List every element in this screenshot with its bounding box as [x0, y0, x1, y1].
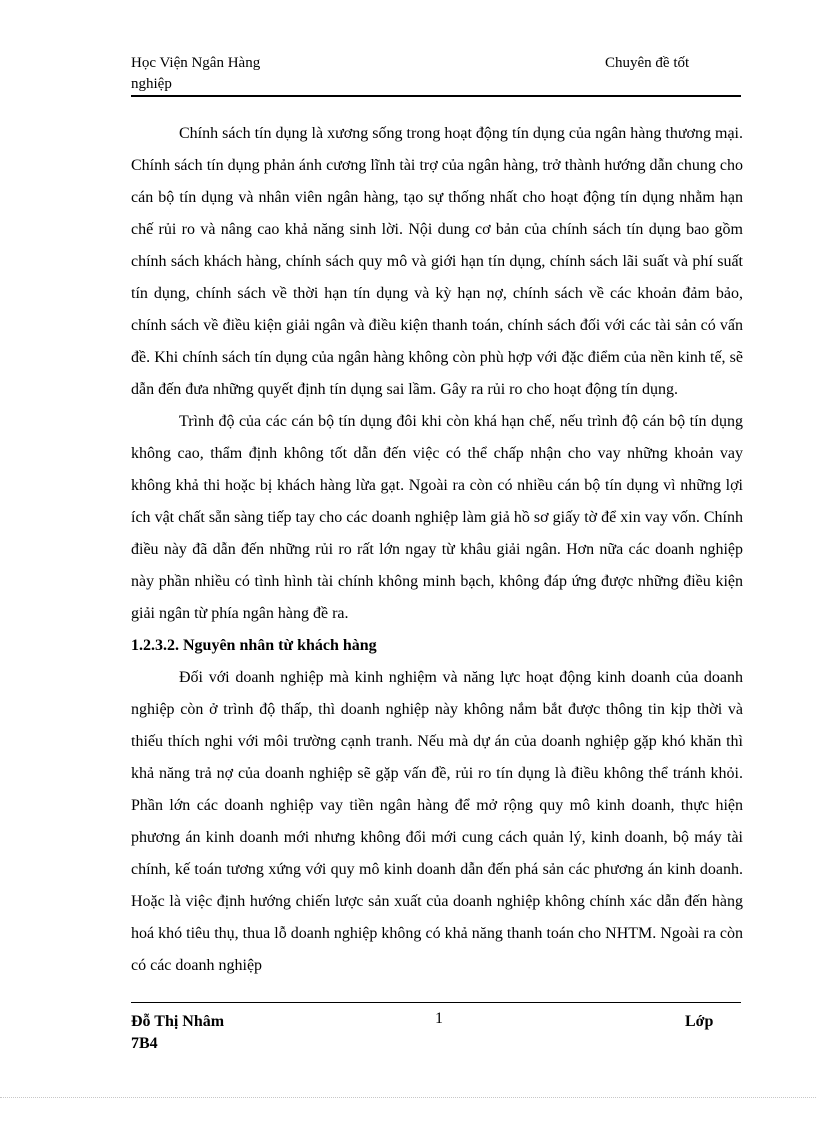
footer-author: Đỗ Thị Nhâm: [131, 1013, 225, 1030]
footer-rule: [131, 1002, 741, 1003]
header-institution: Học Viện Ngân Hàng: [131, 55, 261, 71]
header-rule: [131, 95, 741, 97]
page-boundary: [0, 1097, 816, 1098]
page-number: 1: [435, 1010, 443, 1027]
header-doc-type: Chuyên đề tốt: [605, 55, 690, 71]
paragraph-staff-competence: Trình độ của các cán bộ tín dụng đôi khi còn khá hạn chế, nếu trình độ cán bộ tín dụng không cao, thẩm định không tốt dẫn đến việc có thể chấp nhận cho vay những khoản vay không khả thi hoặc bị khách hàng lừa gạt. Ngoài ra còn có nhiều cán bộ tín dụng vì những lợi ích vật chất sẵn sàng tiếp tay cho các doanh nghiệp làm giả hồ sơ giấy tờ để xin vay vốn. Chính điều này đã dẫn đến những rủi ro rất lớn ngay từ khâu giải ngân. Hơn nữa các doanh nghiệp này phần nhiều có tình hình tài chính không minh bạch, không đáp ứng được những điều kiện giải ngân từ phía ngân hàng đề ra.: [131, 413, 743, 622]
paragraph-credit-policy: Chính sách tín dụng là xương sống trong hoạt động tín dụng của ngân hàng thương mại. Chính sách tín dụng phản ánh cương lĩnh tài trợ của ngân hàng, trở thành hướng dẫn chung cho cán bộ tín dụng và nhân viên ngân hàng, tạo sự thống nhất cho hoạt động tín dụng nhằm hạn chế rủi ro và nâng cao khả năng sinh lời. Nội dung cơ bản của chính sách tín dụng bao gồm chính sách khách hàng, chính sách quy mô và giới hạn tín dụng, chính sách lãi suất và phí suất tín dụng, chính sách về thời hạn tín dụng và kỳ hạn nợ, chính sách về các khoản đảm bảo, chính sách về điều kiện giải ngân và điều kiện thanh toán, chính sách đối với các tài sản có vấn đề. Khi chính sách tín dụng của ngân hàng không còn phù hợp với đặc điểm của nền kinh tế, sẽ dẫn đến đưa những quyết định tín dụng sai lầm. Gây ra rủi ro cho hoạt động tín dụng.: [131, 125, 743, 398]
paragraph-customer-causes: Đối với doanh nghiệp mà kinh nghiệm và năng lực hoạt động kinh doanh của doanh nghiệp còn ở trình độ thấp, thì doanh nghiệp này không nắm bắt được thông tin kịp thời và thiếu thích nghi với môi trường cạnh tranh. Nếu mà dự án của doanh nghiệp gặp khó khăn thì khả năng trả nợ của doanh nghiệp sẽ gặp vấn đề, rủi ro tín dụng là điều không thể tránh khỏi. Phần lớn các doanh nghiệp vay tiền ngân hàng để mở rộng quy mô kinh doanh, thực hiện phương án kinh doanh mới nhưng không đổi mới cung cách quản lý, kinh doanh, bộ máy tài chính, kế toán tương xứng với quy mô kinh doanh dẫn đến phá sản các phương án kinh doanh. Hoặc là việc định hướng chiến lược sản xuất của doanh nghiệp không chính xác dẫn đến hàng hoá khó tiêu thụ, thua lỗ doanh nghiệp không có khả năng thanh toán cho NHTM. Ngoài ra còn có các doanh nghiệp: [131, 669, 743, 974]
footer-class-value: 7B4: [131, 1035, 158, 1052]
document-body: [131, 118, 743, 982]
footer-class-label: Lớp: [685, 1013, 714, 1030]
header-doc-type-continued: nghiệp: [131, 76, 172, 92]
section-heading: 1.2.3.2. Nguyên nhân từ khách hàng: [131, 637, 377, 654]
